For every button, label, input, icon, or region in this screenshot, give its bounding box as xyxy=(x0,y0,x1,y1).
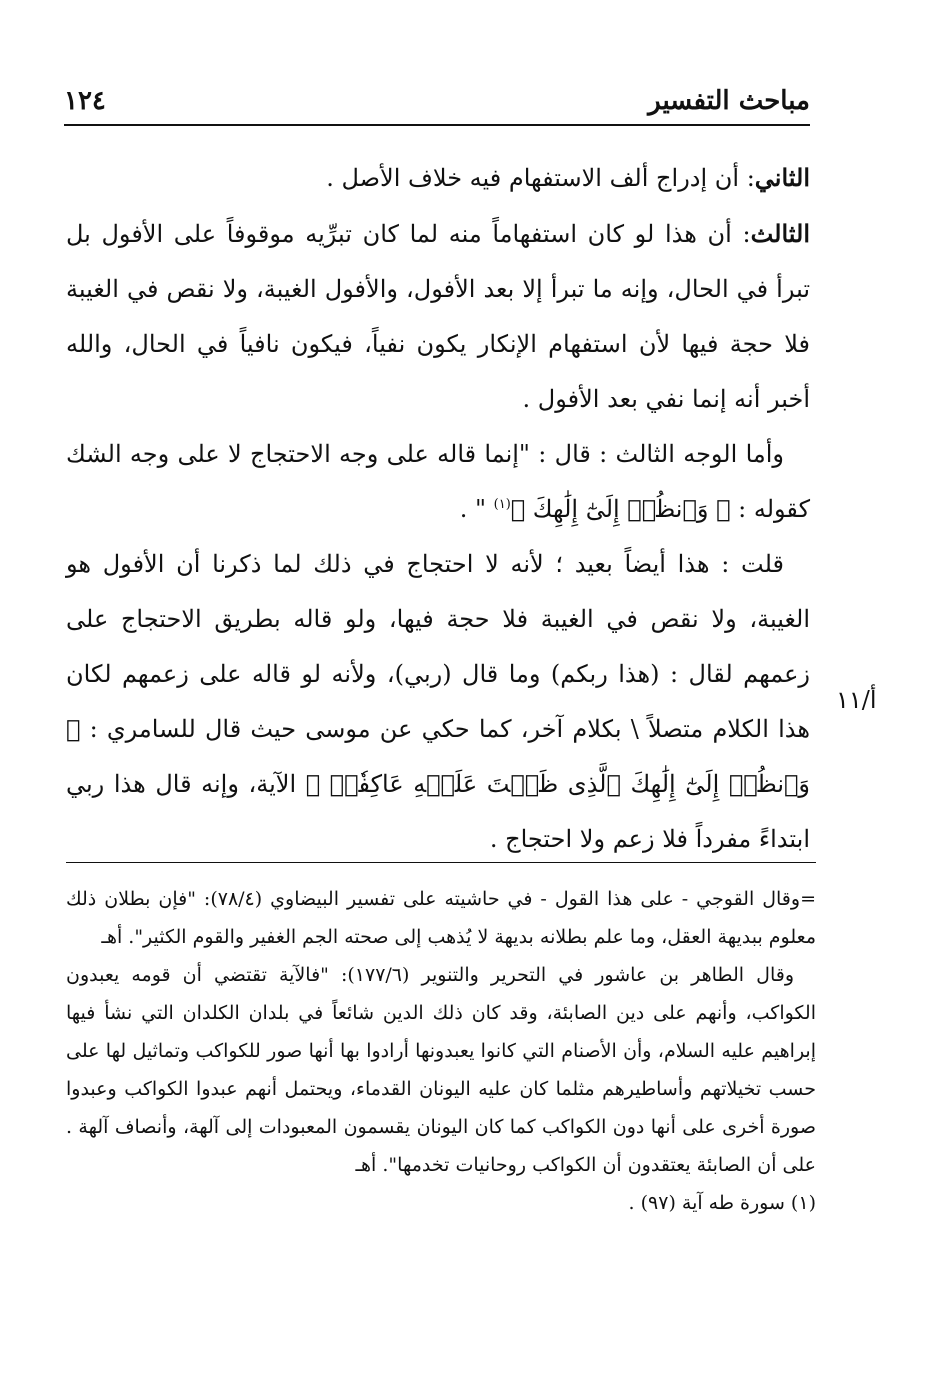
paragraph-lead: الثاني xyxy=(754,163,810,192)
footnotes xyxy=(66,880,816,1222)
paragraph-text: : أن إدراج ألف الاستفهام فيه خلاف الأصل . xyxy=(326,164,755,192)
footnote-1: (١) سورة طه آية (٩٧) . xyxy=(628,1192,816,1214)
footnote-reference: (١) xyxy=(493,497,511,512)
footnote-ibn-ashur: وقال الطاهر بن عاشور في التحرير والتنوير (١٧٧/٦): "فالآية تقتضي أن قومه يعبدون الكواكب، وأنهم على دين الصابئة، وقد كان ذلك الدين شائعاً في بلدان الكلدان التي نشأ فيها إبراهيم عليه السلام، وأن الأصنام التي كانوا يعبدونها أرادوا بها أنها صور للكواكب وتماثيل لها على حسب تخيلاتهم وأساطيرهم مثلما كان عليه اليونان القدماء، ويحتمل أنهم عبدوا الكواكب وعبدوا صورة أخرى على أنها دون الكواكب كما كان اليونان يقسمون المعبودات إلى آلهة، وأنصاف آلهة . على أن الصابئة يعتقدون أن الكواكب روحانيات تخدمها". أهـ xyxy=(66,964,816,1176)
paragraph-text-tail: " . xyxy=(459,495,494,523)
header-title: مباحث التفسير xyxy=(648,86,810,116)
paragraph-third-aspect xyxy=(66,427,810,537)
footnote-continued: =وقال القوجي - على هذا القول - في حاشيته على تفسير البيضاوي (٧٨/٤): "فإن بطلان ذلك معلوم ببديهة العقل، وما علم بطلانه بديهة لا يُذهب إلى صحته الجم الغفير والقوم الكثير". أهـ xyxy=(66,888,816,948)
paragraph-second-point xyxy=(66,150,810,206)
running-header xyxy=(64,80,810,126)
paragraph-third-point xyxy=(66,206,810,427)
paragraph-text: وأما الوجه الثالث : قال : "إنما قاله على وجه الاحتجاج لا على وجه الشك كقوله : ﴿ وَٱنظُرۡ إِلَىٰٓ إِلَٰهِكَ ﴾ xyxy=(66,440,810,523)
paragraph-rebuttal xyxy=(66,537,810,867)
paragraph-text: : أن هذا لو كان استفهاماً منه لما كان تبرِّيه موقوفاً على الأفول بل تبرأ في الحال، وإنه ما تبرأ إلا بعد الأفول، والأفول الغيبة، ولا نقص في الغيبة فلا حجة فيها لأن استفهام الإنكار يكون نفياً، فيكون نافياً في الحال، والله أخبر أنه إنما نفي بعد الأفول . xyxy=(66,220,810,413)
page-number: ١٢٤ xyxy=(64,86,106,116)
footnote-divider xyxy=(66,862,816,863)
manuscript-folio-marker: أ/١١ xyxy=(836,686,877,714)
main-text xyxy=(66,150,810,867)
paragraph-text: قلت : هذا أيضاً بعيد ؛ لأنه لا احتجاج في ذلك لما ذكرنا أن الأفول هو الغيبة، ولا نقص في الغيبة فلا حجة فيها، ولو قاله بطريق الاحتجاج على زعمهم لقال : (هذا ربكم) وما قال (ربي)، ولأنه لو قاله على زعمهم لكان هذا الكلام متصلاً \ بكلام آخر، كما حكي عن موسى حيث قال للسامري : ﴿ وَٱنظُرۡ إِلَىٰٓ إِلَٰهِكَ ٱلَّذِى ظَلۡتَ عَلَيۡهِ عَاكِفٗاۖ ﴾ الآية، وإنه قال هذا ربي ابتداءً مفرداً فلا زعم ولا احتجاج . xyxy=(66,550,810,853)
paragraph-lead: الثالث xyxy=(750,219,810,248)
